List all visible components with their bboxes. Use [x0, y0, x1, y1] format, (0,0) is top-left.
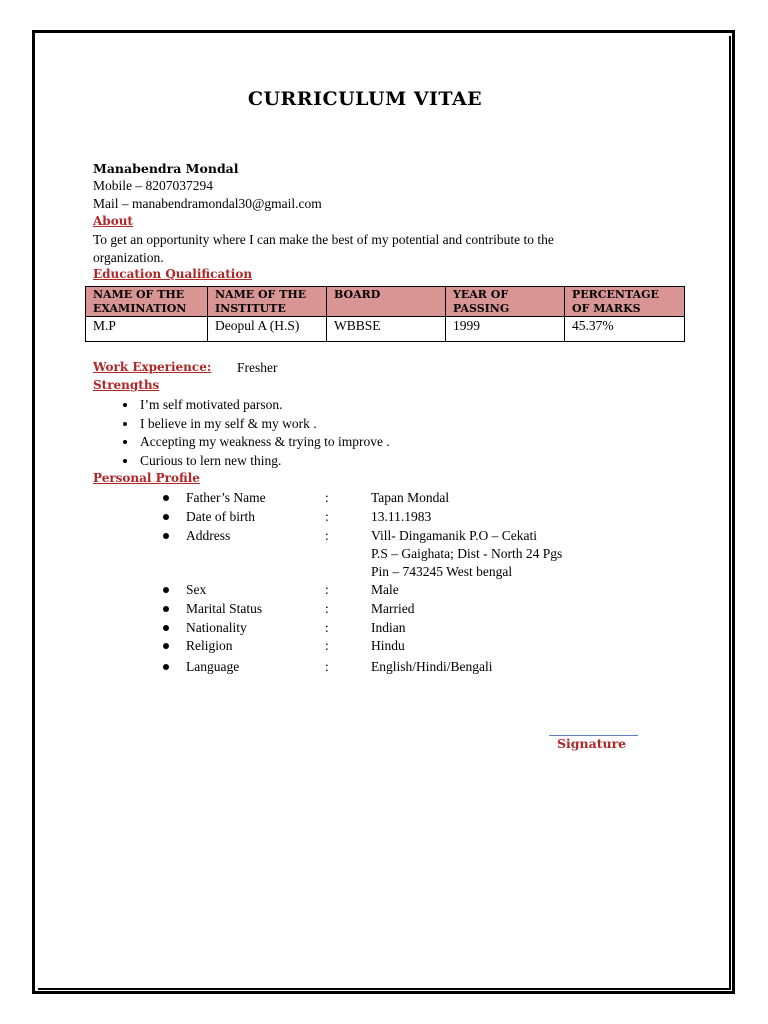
table-row	[86, 317, 685, 342]
about-heading: About	[93, 214, 133, 228]
profile-separator: :	[325, 620, 329, 635]
bullet-icon	[163, 514, 169, 520]
profile-separator: :	[325, 528, 329, 543]
list-item: • I’m self motivated parson.	[138, 396, 390, 415]
bullet-icon	[163, 643, 169, 649]
document-title: CURRICULUM VITAE	[247, 88, 483, 110]
mobile-number: Mobile – 8207037294	[93, 178, 213, 193]
list-item: • Accepting my weakness & trying to improve .	[138, 433, 390, 452]
bullet-icon	[163, 533, 169, 539]
bullet-icon	[163, 625, 169, 631]
profile-label: Religion	[186, 638, 233, 653]
strengths-list	[93, 396, 390, 471]
profile-separator: :	[325, 659, 329, 674]
column-header-examination: NAME OF THE EXAMINATION	[86, 287, 208, 317]
profile-separator: :	[325, 601, 329, 616]
profile-value: 13.11.1983	[371, 509, 432, 524]
cell-board: WBBSE	[327, 317, 446, 342]
list-item: • I believe in my self & my work .	[138, 415, 390, 434]
work-experience-value: Fresher	[237, 360, 278, 375]
cell-examination: M.P	[86, 317, 208, 342]
profile-value: Indian	[371, 620, 406, 635]
profile-label: Marital Status	[186, 601, 263, 616]
column-header-year: YEAR OF PASSING	[446, 287, 565, 317]
bullet-icon	[163, 606, 169, 612]
cell-institute: Deopul A (H.S)	[208, 317, 327, 342]
profile-label: Address	[186, 528, 231, 543]
column-header-board: BOARD	[327, 287, 446, 317]
column-header-institute: NAME OF THE INSTITUTE	[208, 287, 327, 317]
about-text-line-2: organization.	[93, 250, 164, 265]
work-experience-heading: Work Experience:	[93, 360, 212, 374]
education-heading: Education Qualification	[93, 267, 253, 281]
strengths-heading: Strengths	[93, 378, 160, 392]
about-text-line-1: To get an opportunity where I can make the best of my potential and contribute to the	[93, 232, 554, 247]
bullet-icon	[163, 664, 169, 670]
profile-separator: :	[325, 509, 329, 524]
profile-separator: :	[325, 638, 329, 653]
list-item: • Curious to lern new thing.	[138, 452, 390, 471]
bullet-icon	[163, 587, 169, 593]
profile-label: Language	[186, 659, 240, 674]
email-address: Mail – manabendramondal30@gmail.com	[93, 196, 322, 211]
personal-profile-heading: Personal Profile	[93, 471, 200, 485]
education-table	[85, 286, 685, 342]
signature-label: Signature	[557, 736, 627, 751]
profile-value: Married	[371, 601, 415, 616]
profile-value-line-3: Pin – 743245 West bengal	[371, 564, 513, 579]
profile-value: Hindu	[371, 638, 405, 653]
profile-value: English/Hindi/Bengali	[371, 659, 493, 674]
column-header-percentage: PERCENTAGE OF MARKS	[565, 287, 685, 317]
profile-value-line-1: Vill- Dingamanik P.O – Cekati	[371, 528, 538, 543]
cell-percentage: 45.37%	[565, 317, 685, 342]
profile-value-line-2: P.S – Gaighata; Dist - North 24 Pgs	[371, 546, 563, 561]
profile-separator: :	[325, 582, 329, 597]
applicant-name: Manabendra Mondal	[93, 161, 239, 176]
bullet-icon	[163, 495, 169, 501]
profile-label: Nationality	[186, 620, 247, 635]
cell-year: 1999	[446, 317, 565, 342]
profile-label: Father’s Name	[186, 490, 266, 505]
profile-label: Date of birth	[186, 509, 255, 524]
profile-separator: :	[325, 490, 329, 505]
profile-value: Male	[371, 582, 399, 597]
profile-label: Sex	[186, 582, 207, 597]
education-table-header-row	[86, 287, 685, 317]
profile-value: Tapan Mondal	[371, 490, 450, 505]
